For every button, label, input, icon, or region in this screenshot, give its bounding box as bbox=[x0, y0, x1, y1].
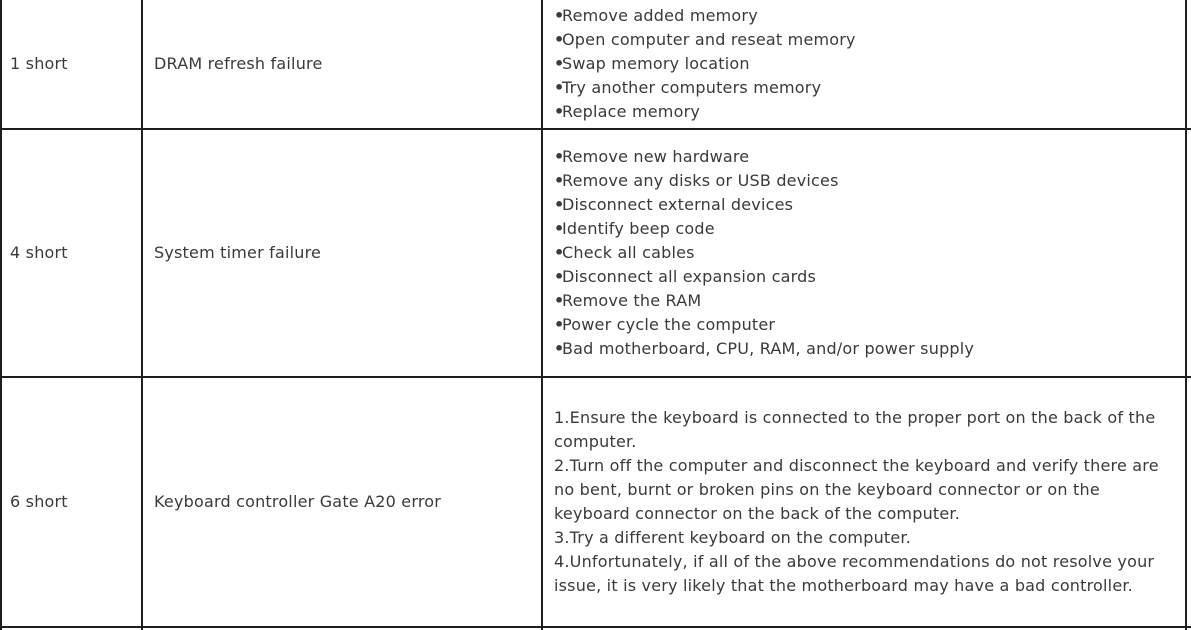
fix-item: •Open computer and reseat memory bbox=[554, 28, 856, 52]
fix-item: •Disconnect external devices bbox=[554, 193, 974, 217]
table-row bbox=[0, 378, 1191, 626]
fix-step: 2.Turn off the computer and disconnect the keyboard and verify there are no bent, burnt or broken pins on the keyboard connector or on the keyboard connector on the back of the computer. bbox=[554, 456, 1159, 523]
description-cell bbox=[143, 0, 541, 128]
fix-item: •Identify beep code bbox=[554, 217, 974, 241]
bullet-icon: • bbox=[554, 30, 565, 49]
bullet-icon: • bbox=[554, 315, 565, 334]
beep-code-cell bbox=[0, 0, 141, 128]
bullet-icon: • bbox=[554, 102, 565, 121]
bullet-icon: • bbox=[554, 54, 565, 73]
error-description: Keyboard controller Gate A20 error bbox=[154, 492, 442, 511]
bullet-icon: • bbox=[554, 195, 565, 214]
fix-cell bbox=[543, 0, 1183, 128]
bullet-icon: • bbox=[554, 147, 565, 166]
fix-item: •Remove added memory bbox=[554, 4, 856, 28]
beep-code: 6 short bbox=[10, 492, 68, 511]
fix-cell bbox=[543, 378, 1183, 626]
row-divider-3 bbox=[0, 626, 1191, 628]
error-description: System timer failure bbox=[154, 243, 322, 262]
fix-step: 3.Try a different keyboard on the computer. bbox=[554, 528, 912, 547]
bullet-icon: • bbox=[554, 171, 565, 190]
bullet-icon: • bbox=[554, 78, 565, 97]
table-row bbox=[0, 130, 1191, 376]
bullet-icon: • bbox=[554, 291, 565, 310]
fix-list bbox=[554, 4, 856, 124]
fix-item: •Try another computers memory bbox=[554, 76, 856, 100]
bullet-icon: • bbox=[554, 219, 565, 238]
table-row bbox=[0, 0, 1191, 128]
fix-item: •Replace memory bbox=[554, 100, 856, 124]
bullet-icon: • bbox=[554, 243, 565, 262]
fix-item: •Swap memory location bbox=[554, 52, 856, 76]
fix-item: •Power cycle the computer bbox=[554, 313, 974, 337]
beep-code-cell bbox=[0, 378, 141, 626]
beep-code-cell bbox=[0, 130, 141, 376]
fix-item: •Remove new hardware bbox=[554, 145, 974, 169]
beep-code: 1 short bbox=[10, 54, 68, 73]
fix-steps bbox=[554, 406, 1163, 598]
fix-item: •Remove any disks or USB devices bbox=[554, 169, 974, 193]
error-description: DRAM refresh failure bbox=[154, 54, 323, 73]
bullet-icon: • bbox=[554, 339, 565, 358]
fix-cell bbox=[543, 130, 1183, 376]
bullet-icon: • bbox=[554, 6, 565, 25]
fix-item: •Check all cables bbox=[554, 241, 974, 265]
description-cell bbox=[143, 378, 541, 626]
beep-code: 4 short bbox=[10, 243, 68, 262]
bullet-icon: • bbox=[554, 267, 565, 286]
fix-item: •Disconnect all expansion cards bbox=[554, 265, 974, 289]
fix-step: 1.Ensure the keyboard is connected to the proper port on the back of the computer. bbox=[554, 408, 1156, 451]
description-cell bbox=[143, 130, 541, 376]
fix-item: •Remove the RAM bbox=[554, 289, 974, 313]
fix-step: 4.Unfortunately, if all of the above recommendations do not resolve your issue, it is very likely that the motherboard may have a bad controller. bbox=[554, 552, 1155, 595]
fix-item: •Bad motherboard, CPU, RAM, and/or power supply bbox=[554, 337, 974, 361]
fix-list bbox=[554, 145, 974, 361]
